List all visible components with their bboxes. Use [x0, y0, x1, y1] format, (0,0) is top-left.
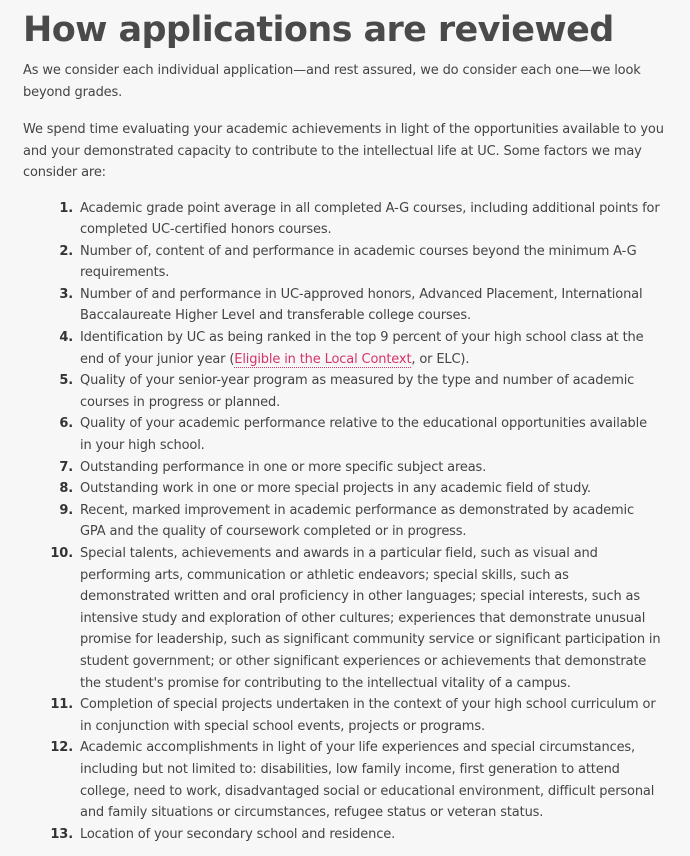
list-item — [23, 370, 667, 413]
list-item-number: 1. — [59, 200, 73, 216]
list-item-text: Quality of your academic performance relative to the educational opportunities available in your high school. — [80, 416, 647, 454]
list-item — [23, 824, 667, 846]
list-item — [23, 543, 667, 694]
factors-list — [23, 198, 667, 846]
list-item-text: Outstanding performance in one or more specific subject areas. — [80, 459, 487, 475]
list-item — [23, 737, 667, 823]
elc-link[interactable]: Eligible in the Local Context — [234, 351, 412, 367]
page-title: How applications are reviewed — [23, 10, 614, 50]
list-item — [23, 457, 667, 479]
list-item-number: 12. — [50, 740, 73, 756]
list-item-text: Number of and performance in UC-approved honors, Advanced Placement, International Baccalaureate Higher Level and transferable college courses. — [80, 286, 643, 324]
list-item-text: Outstanding work in one or more special projects in any academic field of study. — [80, 481, 591, 497]
intro-paragraph: As we consider each individual application—and rest assured, we do consider each one—we look beyond grades. — [23, 63, 641, 100]
list-item-text: Quality of your senior-year program as measured by the type and number of academic courses in progress or planned. — [80, 373, 635, 410]
list-item-text-after: , or ELC). — [411, 351, 470, 367]
list-item-number: 13. — [50, 826, 73, 842]
factors-intro-paragraph: We spend time evaluating your academic achievements in light of the opportunities available to you and your demonstrated capacity to contribute to the intellectual life at UC. Some factors we may consider are: — [23, 122, 664, 180]
list-item — [23, 327, 667, 370]
list-item-text: Completion of special projects undertaken in the context of your high school curriculum or in conjunction with special school events, projects or programs. — [80, 697, 656, 734]
list-item — [23, 241, 667, 284]
list-item — [23, 284, 667, 327]
list-item-number: 5. — [59, 373, 73, 389]
list-item-text: Recent, marked improvement in academic performance as demonstrated by academic GPA and the quality of coursework completed or in progress. — [80, 502, 635, 540]
list-item-number: 10. — [50, 546, 73, 561]
list-item-number: 4. — [59, 330, 73, 346]
list-item-number: 11. — [50, 697, 73, 713]
list-item — [23, 500, 667, 543]
list-item — [23, 694, 667, 737]
list-item — [23, 413, 667, 456]
list-item-number: 8. — [59, 481, 73, 497]
list-item-number: 6. — [59, 416, 73, 432]
list-item-number: 7. — [59, 459, 73, 475]
list-item-number: 2. — [59, 243, 73, 259]
list-item-number: 3. — [59, 286, 73, 302]
list-item-number: 9. — [59, 502, 73, 518]
list-item-text: Academic grade point average in all completed A-G courses, including additional points for completed UC-certified honors courses. — [80, 200, 660, 238]
list-item-text-before: Identification by UC as being ranked in the top 9 percent of your high school class at the end of your junior year ( — [80, 330, 644, 367]
list-item — [23, 198, 667, 241]
list-item — [23, 478, 667, 500]
list-item-text: Location of your secondary school and residence. — [80, 826, 396, 842]
list-item-text: Number of, content of and performance in academic courses beyond the minimum A-G requirements. — [80, 243, 637, 281]
list-item-text: Special talents, achievements and awards in a particular field, such as visual and performing arts, communication or athletic endeavors; special skills, such as demonstrated written and oral proficiency in other languages; special interests, such as intensive study and exploration of other cultures; experiences that demonstrate unusual promise for leadership, such as significant community service or significant participation in student government; or other significant experiences or achievements that demonstrate the student's promise for contributing to the intellectual vitality of a campus. — [80, 546, 661, 691]
list-item-text: Academic accomplishments in light of your life experiences and special circumstances, including but not limited to: disabilities, low family income, first generation to attend college, need to work, disadvantaged social or educational environment, difficult personal and family situations or circumstances, refugee status or veteran status. — [80, 740, 655, 821]
